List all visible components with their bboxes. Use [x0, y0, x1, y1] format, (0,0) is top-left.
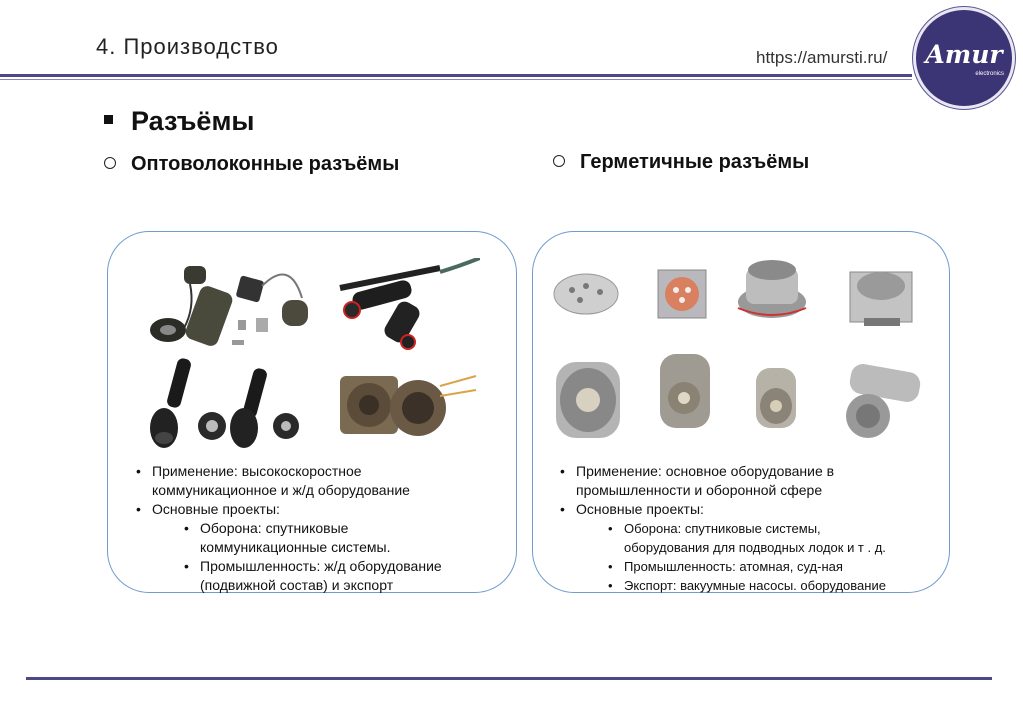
header-rule — [0, 74, 912, 77]
list-item: • Промышленность: атомная, суд-ная — [608, 557, 886, 576]
list-item: • Оборона: спутниковые системы, оборудования для подводных лодок и т . д. — [608, 519, 886, 557]
section-heading — [104, 106, 254, 137]
left-subheading — [104, 153, 399, 176]
list-item: • Основные проекты: — [560, 500, 886, 519]
fiber-optic-connectors-image — [140, 258, 480, 458]
hermetic-connector-icon — [850, 272, 912, 326]
footer-rule — [26, 677, 992, 680]
right-subheading-text: Герметичные разъёмы — [580, 151, 810, 173]
amur-logo — [913, 7, 1015, 109]
hermetic-connector-icon — [554, 274, 618, 314]
fiber-connector-icon — [340, 258, 480, 349]
right-subheading — [553, 151, 809, 174]
fiber-optic-bullets — [136, 462, 442, 595]
circle-bullet-icon — [104, 157, 116, 169]
list-item: • Оборона: спутниковые коммуникационные системы. — [184, 519, 442, 557]
hermetic-connector-icon — [846, 362, 922, 438]
left-subheading-text: Оптоволоконные разъёмы — [131, 153, 400, 175]
hermetic-connectors-image — [550, 258, 930, 448]
fiber-connector-icon — [150, 357, 299, 448]
hermetic-connector-icon — [756, 368, 796, 428]
website-url[interactable]: https://amursti.ru/ — [756, 48, 888, 67]
square-bullet-icon — [104, 115, 113, 124]
list-item: • Применение: основное оборудование в промышленности и оборонной сфере — [560, 462, 886, 500]
hermetic-connector-icon — [738, 260, 806, 318]
logo-text: Amur — [925, 40, 1003, 69]
list-item: • Основные проекты: — [136, 500, 442, 519]
list-item: • Применение: высокоскоростное коммуникационное и ж/д оборудование — [136, 462, 442, 500]
hermetic-connector-icon — [658, 270, 706, 318]
logo-subtext: electronics — [975, 71, 1004, 77]
hermetic-connector-icon — [556, 362, 620, 438]
circle-bullet-icon — [553, 155, 565, 167]
list-item: • Промышленность: ж/д оборудование (подвижной состав) и экспорт — [184, 557, 442, 595]
hermetic-connector-icon — [660, 354, 710, 428]
page-title: 4. Производство — [96, 34, 279, 59]
list-item: • Экспорт: вакуумные насосы. оборудование — [608, 576, 886, 595]
header-rule-thin — [0, 79, 912, 80]
section-heading-text: Разъёмы — [131, 106, 255, 136]
fiber-connector-icon — [340, 376, 476, 436]
hermetic-bullets — [560, 462, 886, 595]
fiber-connector-icon — [150, 266, 308, 348]
